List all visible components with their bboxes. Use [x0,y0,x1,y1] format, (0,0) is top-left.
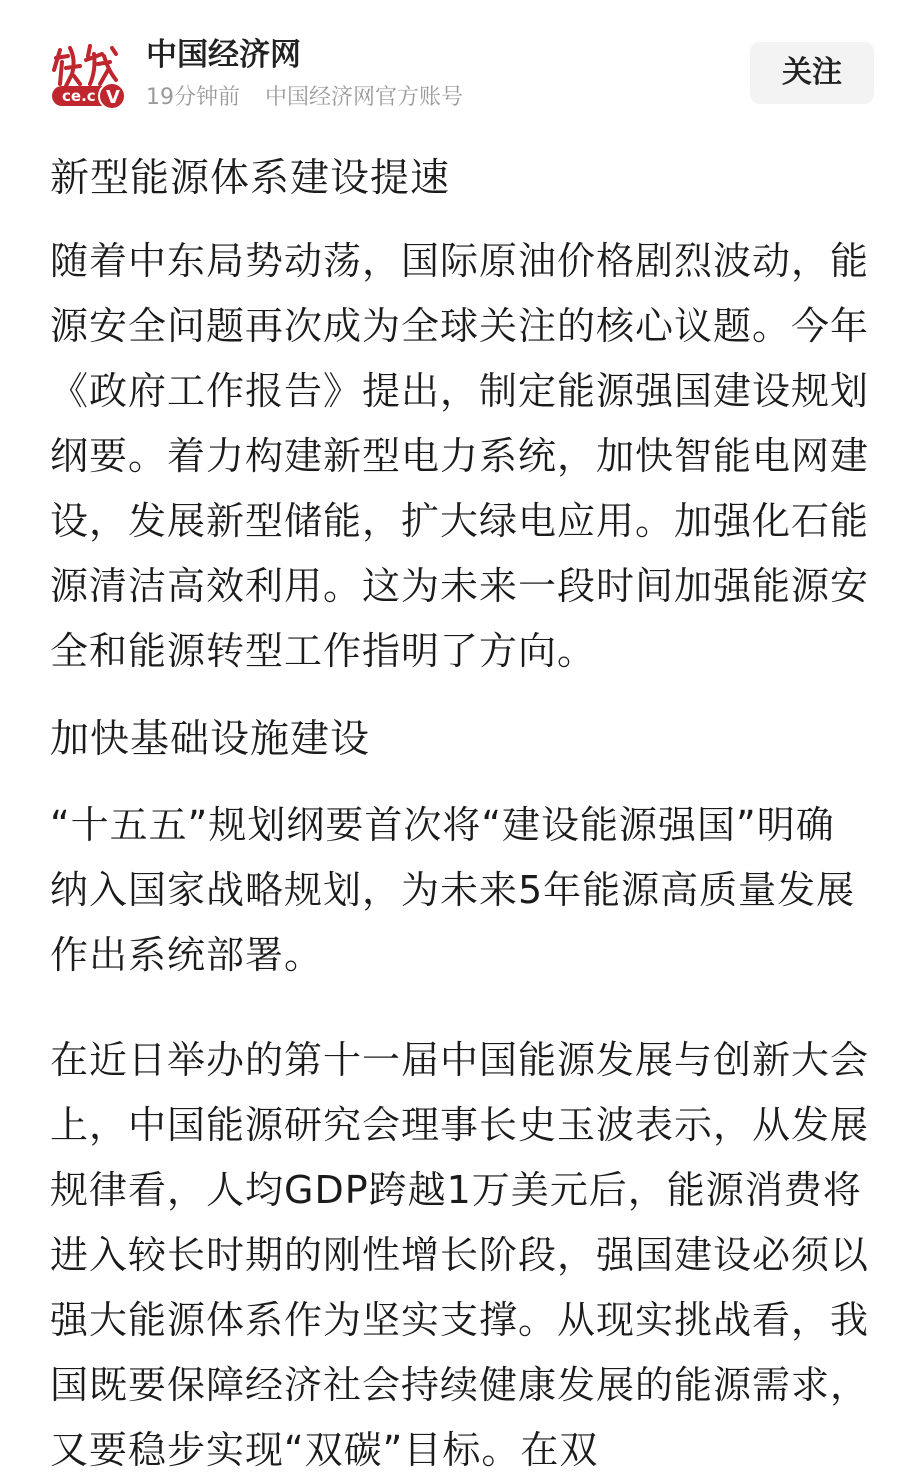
follow-button[interactable]: 关注 [750,42,874,104]
article-paragraph: 随着中东局势动荡，国际原油价格剧烈波动，能源安全问题再次成为全球关注的核心议题。今年《政府工作报告》提出，制定能源强国建设规划纲要。着力构建新型电力系统，加快智能电网建设，发展新型储能，扩大绿电应用。加强化石能源清洁高效利用。这为未来一段时间加强能源安全和能源转型工作指明了方向。 [50,239,870,673]
post-meta [146,84,463,112]
post-time: 19分钟前 [146,85,240,110]
article-body [50,145,872,1483]
section-heading: 加快基础设施建设 [50,717,371,762]
verified-badge-icon: V [106,87,120,108]
account-name[interactable]: 中国经济网 [146,37,301,73]
logo-badge-text: ce.c [62,87,96,105]
article-paragraph: “十五五”规划纲要首次将“建设能源强国”明确纳入国家战略规划，为未来5年能源高质量发展作出系统部署。 [50,803,856,977]
ce-cn-logo-icon[interactable] [50,40,126,112]
section-heading: 新型能源体系建设提速 [50,156,451,201]
account-header [0,0,922,124]
article-paragraph: 在近日举办的第十一届中国能源发展与创新大会上，中国能源研究会理事长史玉波表示，从发展规律看，人均GDP跨越1万美元后，能源消费将进入较长时期的刚性增长阶段，强国建设必须以强大能源体系作为坚实支撑。从现实挑战看，我国既要保障经济社会持续健康发展的能源需求，又要稳步实现“双碳”目标。在双 [50,1038,870,1472]
account-description: 中国经济网官方账号 [265,85,464,110]
